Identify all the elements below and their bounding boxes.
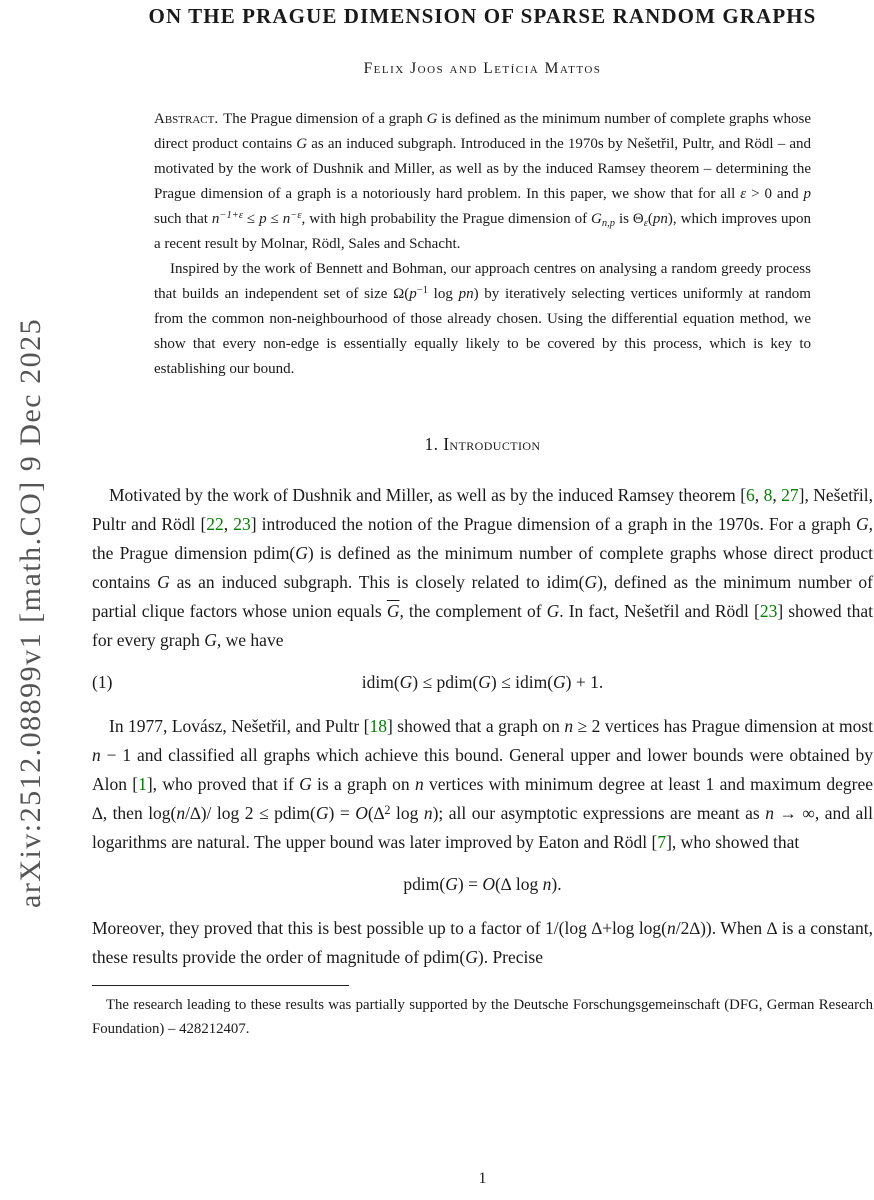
intro-paragraph-2: In 1977, Lovász, Nešetřil, and Pultr [18] showed that a graph on n ≥ 2 vertices has Prague dimension at most n − 1 and classified all graphs which achieve this bound. General upper and lower bounds were obtained by Alon [1], who proved that if G is a graph on n vertices with minimum degree at least 1 and maximum degree ∆, then log(n/∆)/ log 2 ≤ pdim(G) = O(∆$^2$ log n); all our asymptotic expressions are meant as n → ∞, and all logarithms are natural. The upper bound was later improved by Eaton and Rödl [7], who showed that [92,716,874,852]
citation-link[interactable]: 1 [138,774,147,794]
equation-2-content: pdim(G) = O(∆ log n). [403,874,562,894]
citation-link[interactable]: 18 [369,716,387,736]
paper-content [92,0,873,1041]
equation-1-content: idim(G) ≤ pdim(G) ≤ idim(G) + 1. [361,672,604,692]
abstract-paragraph-1 [154,107,811,257]
footnote [92,985,873,1041]
citation-link[interactable]: 23 [233,514,251,534]
citation-link[interactable]: 8 [763,485,773,505]
citation-link[interactable]: 22 [206,514,224,534]
citation-link[interactable]: 27 [781,485,799,505]
citation-link[interactable]: 23 [759,601,778,621]
intro-paragraph-1: Motivated by the work of Dushnik and Miller, as well as by the induced Ramsey theorem [6, 8, 27], Nešetřil, Pultr and Rödl [22, 23] introduced the notion of the Prague dimension of a graph in the 1970s. For a graph G, the Prague dimension pdim(G) is defined as the minimum number of complete graphs whose direct product contains G as an induced subgraph. This is closely related to idim(G), defined as the minimum number of partial clique factors whose union equals $\overline{G}$, the complement of G. In fact, Nešetřil and Rödl [23] showed that for every graph G, we have [92,485,874,650]
footnote-text: The research leading to these results was partially supported by the Deutsche Forschungsgemeinschaft (DFG, German Research Foundation) – 428212407. [92,997,873,1037]
paper-authors: Felix Joos and Letícia Mattos [363,60,602,77]
section-heading: 1. Introduction [424,434,541,454]
abstract-paragraph-2: Inspired by the work of Bennett and Bohman, our approach centres on analysing a random greedy process that builds an independent set of size $\Omega(p^{-1}$ log pn) by iteratively selecting vertices uniformly at random from the common non-neighbourhood of those already chosen. Using the differential equation method, we show that every non-edge is essentially equally likely to be covered by this process, which is key to establishing our bound. [154,261,811,377]
equation-1-number: (1) [92,672,113,692]
arxiv-watermark: arXiv:2512.08899v1 [math.CO] 9 Dec 2025 [14,317,47,908]
abstract-paragraph-1-text: The Prague dimension of a graph G is defined as the minimum number of complete graphs whose direct product contains G as an induced subgraph. Introduced in the 1970s by Nešetřil, Pultr, and Rödl – and motivated by the work of Dushnik and Miller, as well as by the induced Ramsey theorem – determining the Prague dimension of a graph is a notoriously hard problem. In this paper, we show that for all ε > 0 and p such that $n^{-1+\varepsilon} \le p \le n^{-\varepsilon}$, with high probability the Prague dimension of Gn,p is Θε(pn), which improves upon a recent result by Molnar, Rödl, Sales and Schacht. [154,111,812,252]
citation-link[interactable]: 7 [657,832,667,852]
equation-2 [92,870,873,899]
equation-1 [92,668,873,697]
abstract-label: Abstract. [154,111,219,127]
paper-title: ON THE PRAGUE DIMENSION OF SPARSE RANDOM GRAPHS [148,4,817,28]
intro-paragraph-3: Moreover, they proved that this is best possible up to a factor of 1/(log ∆+log log(n/2∆)). When ∆ is a constant, these results provide the order of magnitude of pdim(G). Precise [92,918,873,967]
footnote-rule [92,985,349,986]
citation-link[interactable]: 6 [746,485,755,505]
abstract-section [154,107,811,382]
page-number: 1 [478,1170,487,1187]
